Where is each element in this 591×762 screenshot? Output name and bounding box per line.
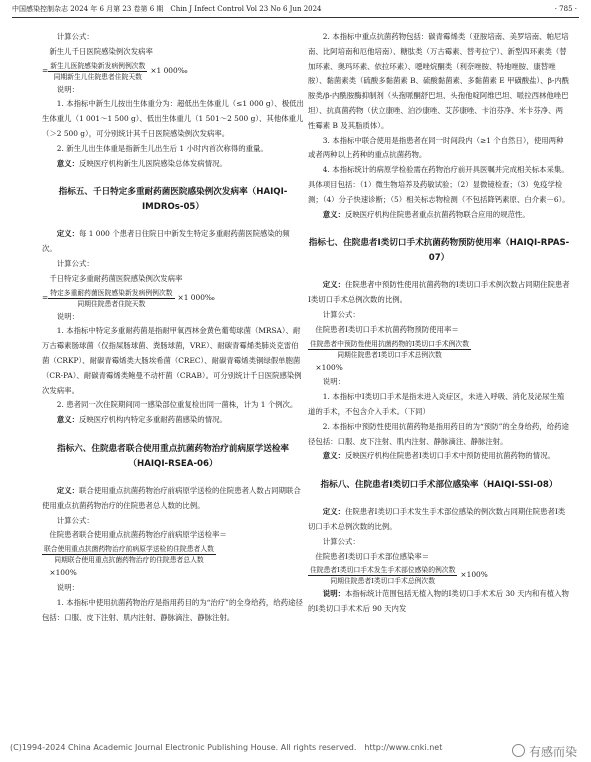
significance-paragraph: 意义：反映医疗机构住院患者Ⅰ类切口手术中预防使用抗菌药物的情况。: [322, 451, 555, 461]
header-journal: 中国感染控制杂志 2024 年 6 月第 23 卷第 6 期 Chin J Infect Control Vol 23 No 6 Jun 2024: [12, 5, 322, 13]
note-paragraph: 3. 本指标中联合使用是指患者在同一时间段内（≥1 个自然日），使用两种或者两种以上药种的重点抗菌药物。: [308, 135, 564, 160]
section-title-8: 指标八、住院患者Ⅰ类切口手术部位感染率（HAIQI-SSI-08）: [320, 480, 558, 491]
section-title-5: 指标五、千日特定多重耐药菌医院感染例次发病率（HAIQI-IMDROs-05）: [58, 187, 288, 213]
formula-mdro: [42, 288, 304, 309]
formula-numerator: 住院患者Ⅰ类切口手术发生手术部位感染的例次数: [310, 566, 456, 575]
formula-denominator: 同期住院患者Ⅰ类切口手术总例次数: [330, 577, 436, 586]
notes-label: 说明：: [56, 84, 79, 94]
keyword: 意义：: [56, 415, 79, 425]
formula-denominator: 同期新生儿住院患者住院天数: [53, 72, 142, 81]
formula-label: 计算公式：: [322, 309, 360, 319]
formula-denominator: 同期住院患者Ⅰ类切口手术总例次数: [337, 350, 442, 359]
note-paragraph: 1. 本指标中Ⅰ类切口手术是指未进入炎症区，未进入呼吸、消化及泌尿生殖道的手术，不包含介入手术。（下同）: [308, 392, 565, 416]
formula-eq: =: [42, 292, 49, 302]
left-column: [42, 30, 304, 625]
note-paragraph: 2. 患者同一次住院期间同一感染部位重复检出同一菌株，计为 1 个例次。: [56, 400, 298, 410]
note-paragraph: 4. 本指标统计的病原学检验需在药物治疗前开具医嘱并完成相关标本采集。具体项目包括：（1）微生物培养及药敏试验；（2）显微镜检查；（3）免疫学检测；（4）分子快速诊断；（5）相关标志物检测（不包括降钙素原、白介素－6）。: [308, 165, 570, 204]
right-column: [308, 30, 570, 617]
formula-numerator: 新生儿医院感染新发病例例次数: [50, 61, 146, 70]
formula-neonatal: [42, 61, 304, 82]
formula-label: 计算公式：: [56, 515, 94, 525]
formula-multiplier: ×100%: [460, 570, 488, 580]
note-paragraph: 2. 新生儿出生体重是指新生儿出生后 1 小时内首次称得的重量。: [56, 143, 268, 153]
running-header: [12, 2, 579, 18]
formula-eq: =: [42, 65, 49, 75]
keyword: 定义：: [322, 507, 345, 517]
definition-paragraph: 定义：每 1 000 个患者日住院日中新发生特定多重耐药菌医院感染的频次。: [42, 229, 290, 254]
section-title-7: 指标七、住院患者Ⅰ类切口手术抗菌药物预防使用率（HAIQI-RPAS-07）: [308, 238, 570, 264]
notes-label: 说明：: [56, 582, 79, 592]
formula-name: 住院患者Ⅰ类切口手术部位感染率＝: [315, 551, 430, 561]
note-paragraph: 2. 本指标中预防性使用抗菌药物是指用药目的为“预防”的全身给药，给药途径包括：口服、皮下注射、肌内注射、静脉滴注、静脉注射。: [308, 421, 569, 446]
formula-ssi: [308, 565, 570, 586]
keyword: 意义：: [322, 451, 345, 461]
formula-numerator: 联合使用重点抗菌药物治疗前病原学送检的住院患者人数: [44, 545, 214, 554]
note-paragraph: 1. 本指标中特定多重耐药菌是指耐甲氧西林金黄色葡萄球菌（MRSA）、耐万古霉素肠球菌（仅指屎肠球菌、粪肠球菌，VRE）、耐碳青霉烯类肺炎克雷伯菌（CRKP）、耐碳青霉烯类大肠埃希菌（CREC）、耐碳青霉烯类铜绿假单胞菌（CR-PA）、耐碳青霉烯类鲍曼不动杆菌（CRAB）。可分别统计千日医院感染例次发病率。: [42, 326, 302, 395]
copyright-footer: (C)1994-2024 China Academic Journal Electronic Publishing House. All rights reserved. http://www.cnki.net: [10, 743, 443, 752]
formula-denominator: 同期住院患者住院天数: [77, 299, 146, 308]
definition-paragraph: 定义：住院患者Ⅰ类切口手术发生手术部位感染的例次数占同期住院患者Ⅰ类切口手术总例次数的比例。: [308, 507, 566, 531]
formula-numerator: 特定多重耐药菌医院感染新发病例例次数: [50, 288, 173, 297]
formula-label: 计算公式：: [56, 32, 94, 41]
page-number: · 785 ·: [554, 5, 577, 13]
formula-name: 千日特定多重耐药菌医院感染例次发病率: [49, 273, 183, 283]
definition-paragraph: 定义：住院患者中预防性使用抗菌药物的Ⅰ类切口手术例次数占同期住院患者Ⅰ类切口手术总例次数的比例。: [308, 280, 570, 305]
keyword: 定义：: [56, 485, 79, 495]
formula-multiplier: ×100%: [315, 362, 343, 372]
keyword: 意义：: [322, 209, 345, 219]
formula-rpas: [308, 339, 570, 360]
formula-multiplier: ×1 000‰: [177, 292, 215, 302]
significance-paragraph: 意义：反映医疗机构住院患者重点抗菌药物联合应用的规范性。: [322, 209, 530, 219]
keyword: 说明：: [322, 589, 345, 599]
note-paragraph: 2. 本指标中重点抗菌药物包括：碳青霉烯类（亚胺培南、美罗培南、帕尼培南、比阿培南和厄他培南）、糖肽类（万古霉素、替考拉宁）、新型四环素类（替加环素、奥玛环素、依拉环素）、噁唑烷酮类（利奈唑胺、特地唑胺、康替唑胺）、黏菌素类（硫酸多黏菌素 B、硫酸黏菌素、多黏菌素 E 甲磺酸盐）、β-内酰胺类/β-内酰胺酶抑制剂（头孢哌酮舒巴坦、头孢他啶阿维巴坦、哌拉西林他唑巴坦）、抗真菌药物（伏立康唑、泊沙康唑、艾莎康唑、卡泊芬净、米卡芬净、两性霉素 B 及其脂质体）。: [308, 32, 570, 130]
section-title-6: 指标六、住院患者联合使用重点抗菌药物治疗前病原学送检率（HAIQI-RSEA-06）: [56, 443, 290, 469]
note-paragraph: 1. 本指标中新生儿按出生体重分为：超低出生体重儿（≤1 000 g）、极低出生体重儿（1 001～1 500 g）、低出生体重儿（1 501～2 500 g）、其他体重儿（＞2 500 g），可分别统计其千日医院感染例次发病率。: [42, 99, 304, 138]
notes-paragraph: 说明：本指标统计范围包括无植入物的Ⅰ类切口手术术后 30 天内和有植入物的Ⅰ类切口手术术后 90 天内发: [308, 589, 569, 614]
formula-name: 住院患者Ⅰ类切口手术抗菌药物预防使用率＝: [315, 324, 459, 334]
formula-label: 计算公式：: [322, 536, 360, 546]
formula-name: 新生儿千日医院感染例次发病率: [49, 46, 153, 56]
keyword: 定义：: [56, 229, 79, 239]
formula-label: 计算公式：: [56, 258, 94, 268]
formula-multiplier: ×100%: [49, 568, 77, 578]
formula-name: 住院患者联合使用重点抗菌药物治疗前病原学送检率＝: [49, 530, 227, 540]
keyword: 意义：: [56, 158, 79, 168]
note-paragraph: 1. 本指标中使用抗菌药物治疗是指用药目的为“治疗”的全身给药，给药途径包括：口服、皮下注射、肌内注射、静脉滴注、静脉注射。: [42, 597, 303, 622]
formula-denominator: 同期联合使用重点抗菌药物治疗的住院患者总人数: [54, 556, 204, 565]
keyword: 定义：: [322, 280, 345, 290]
formula-multiplier: ×1 000‰: [150, 65, 188, 75]
formula-numerator: 住院患者中预防性使用抗菌药物的Ⅰ类切口手术例次数: [310, 339, 470, 348]
significance-paragraph: 意义：反映医疗机构新生儿医院感染总体发病情况。: [56, 158, 227, 168]
watermark: [512, 743, 577, 760]
formula-rsea: [42, 544, 304, 565]
significance-paragraph: 意义：反映医疗机构内特定多重耐药菌感染的情况。: [56, 415, 227, 425]
wechat-icon: [512, 744, 525, 757]
definition-paragraph: 定义：联合使用重点抗菌药物治疗前病原学送检的住院患者人数占同期联合使用重点抗菌药物治疗的住院患者总人数的比例。: [42, 485, 301, 510]
notes-label: 说明：: [56, 311, 79, 321]
watermark-text: 有感而染: [528, 745, 577, 759]
notes-label: 说明：: [322, 377, 345, 387]
